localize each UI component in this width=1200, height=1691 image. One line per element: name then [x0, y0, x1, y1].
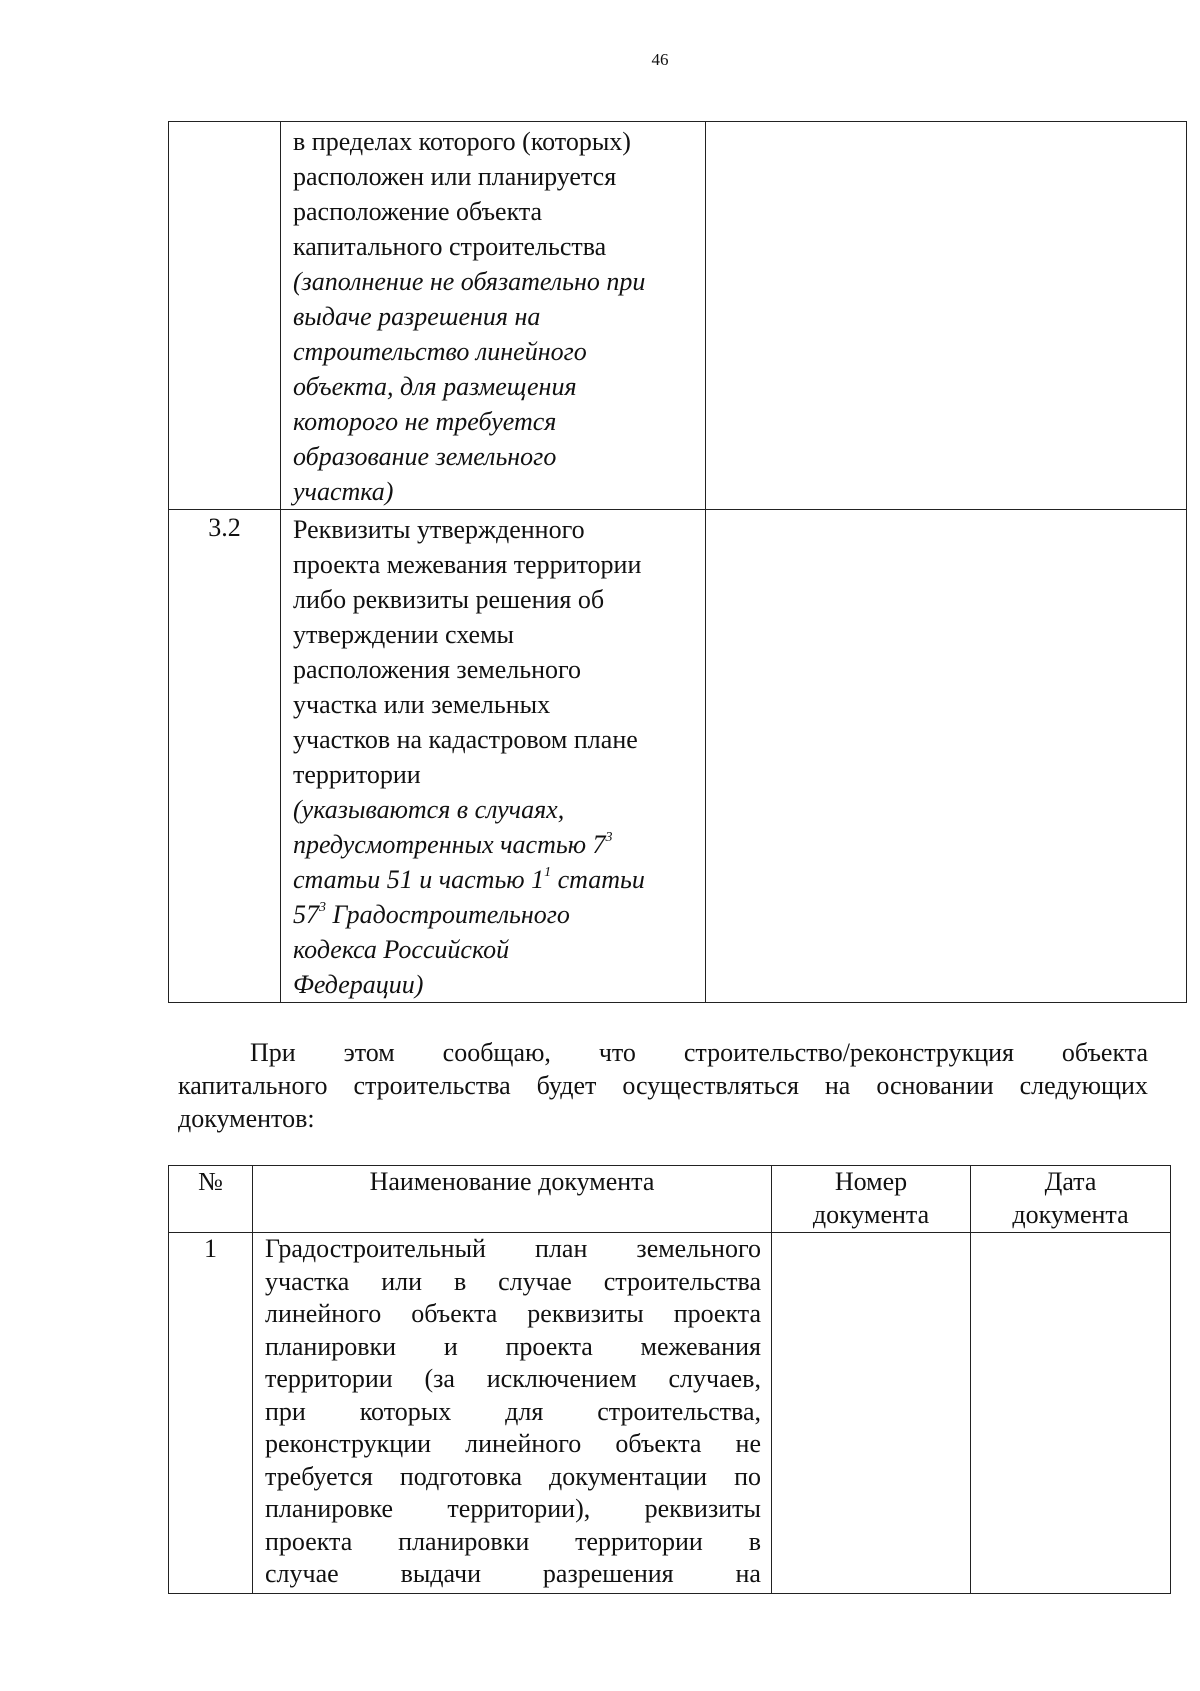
document-name-word: Градостроительный — [265, 1234, 486, 1263]
field-note-line: выдаче разрешения на — [293, 302, 541, 331]
page-number: 46 — [651, 50, 669, 69]
header-line: Дата — [1044, 1167, 1097, 1196]
paragraph-word: При — [250, 1038, 296, 1067]
field-label-line: расположения земельного — [293, 655, 581, 684]
document-name-word: проекта — [673, 1299, 761, 1328]
document-name-word: исключением — [486, 1364, 637, 1393]
header-document-name: Наименование документа — [253, 1166, 772, 1233]
field-note-line: Федерации) — [293, 970, 424, 999]
documents-table — [168, 1165, 1171, 1594]
header-number: № — [169, 1166, 253, 1233]
paragraph-word: основании — [876, 1071, 994, 1100]
document-name-word: реконструкции — [265, 1429, 432, 1458]
table-row — [169, 1233, 1171, 1594]
document-name-word: при — [265, 1396, 306, 1426]
field-label-line: территории — [293, 760, 421, 789]
document-name-word: в — [748, 1526, 761, 1556]
paragraph-line — [178, 1069, 1148, 1102]
paragraph-word: сообщаю, — [442, 1038, 551, 1067]
field-label-line: участков на кадастровом плане — [293, 725, 638, 754]
document-name-word: на — [735, 1559, 761, 1588]
document-name-word: случае — [265, 1559, 339, 1588]
document-name-word: объекта — [411, 1299, 498, 1328]
field-label-line: Реквизиты утвержденного — [293, 515, 585, 544]
paragraph-line: документов: — [178, 1104, 315, 1133]
field-label-line: расположение объекта — [293, 197, 543, 226]
document-name-line — [265, 1396, 761, 1429]
field-label-line: участка или земельных — [293, 690, 551, 719]
paragraph-word: этом — [343, 1038, 395, 1067]
paragraph-word: что — [598, 1038, 636, 1067]
paragraph-word: строительства — [353, 1071, 511, 1100]
document-name-word: случаев, — [668, 1364, 761, 1393]
field-label-line: либо реквизиты решения об — [293, 585, 605, 614]
header-line: документа — [1012, 1199, 1129, 1229]
paragraph-word: строительство/реконструкция — [683, 1038, 1014, 1067]
note-text: 57 — [293, 900, 319, 929]
document-name-word: для — [505, 1396, 544, 1426]
document-name-word: случае — [498, 1266, 572, 1296]
document-name-word: реквизиты — [527, 1299, 644, 1328]
paragraph-word: следующих — [1019, 1071, 1148, 1100]
document-name-word: территории — [265, 1364, 393, 1393]
field-note-line: образование земельного — [293, 442, 557, 471]
field-note-line: строительство линейного — [293, 337, 587, 366]
field-note-line — [293, 827, 697, 862]
document-name-word: межевания — [640, 1331, 761, 1361]
document-name-word: строительства — [603, 1266, 761, 1296]
field-value-cell[interactable] — [706, 510, 1187, 1003]
field-note-line: участка) — [293, 477, 394, 506]
document-name-cell — [253, 1233, 772, 1594]
field-label-line: утверждении схемы — [293, 620, 515, 649]
document-name-word: строительства, — [597, 1396, 761, 1426]
document-name-word: реквизиты — [644, 1494, 761, 1523]
document-name-line — [265, 1493, 761, 1526]
document-name-word: земельного — [636, 1234, 761, 1263]
document-name-word: не — [735, 1429, 761, 1458]
field-value-cell[interactable] — [706, 122, 1187, 510]
document-name-word: документации — [549, 1461, 708, 1491]
document-number-cell[interactable] — [772, 1233, 971, 1594]
document-name-word: территории — [575, 1526, 703, 1556]
document-name-word: планировки — [398, 1526, 530, 1556]
paragraph-word: осуществляться — [622, 1071, 799, 1100]
paragraph-line — [178, 1036, 1148, 1069]
document-name-word: участка — [265, 1266, 350, 1296]
document-name-word: которых — [359, 1396, 452, 1426]
document-name-word: территории), — [447, 1494, 591, 1523]
document-name-word: разрешения — [542, 1559, 674, 1588]
statement-paragraph — [178, 1036, 1148, 1135]
note-text: статьи — [551, 865, 645, 894]
document-name-line — [265, 1428, 761, 1461]
document-name-line — [265, 1363, 761, 1396]
note-text: предусмотренных частью 7 — [293, 830, 606, 859]
row-number-cell: 3.2 — [169, 510, 281, 1003]
document-name-line — [265, 1233, 761, 1266]
paragraph-word: на — [824, 1071, 851, 1100]
note-text: статьи 51 и частью 1 — [293, 865, 545, 894]
document-name-word: линейного — [265, 1299, 382, 1328]
document-name-line — [265, 1266, 761, 1299]
row-number-cell — [169, 122, 281, 510]
field-label-cell — [281, 122, 706, 510]
superscript: 1 — [544, 865, 552, 880]
paragraph-word: будет — [536, 1071, 597, 1100]
document-name-line — [265, 1331, 761, 1364]
field-label-line: проекта межевания территории — [293, 550, 642, 579]
field-note-line: объекта, для размещения — [293, 372, 577, 401]
field-label-line: расположен или планируется — [293, 162, 617, 191]
row-number-cell: 1 — [169, 1233, 253, 1594]
document-name-word: выдачи — [400, 1559, 482, 1588]
document-name-word: по — [734, 1461, 761, 1491]
document-name-word: (за — [424, 1364, 455, 1393]
paragraph-word: объекта — [1061, 1038, 1148, 1067]
document-name-word: объекта — [615, 1429, 702, 1458]
document-name-word: линейного — [465, 1429, 582, 1458]
document-name-word: подготовка — [399, 1461, 523, 1491]
table-row — [169, 122, 1187, 510]
document-name-line — [265, 1526, 761, 1559]
document-name-word: в — [453, 1266, 467, 1296]
header-document-number — [772, 1166, 971, 1233]
field-label-line: в пределах которого (которых) — [293, 127, 631, 156]
document-name-word: планировке — [265, 1494, 394, 1523]
document-name-line — [265, 1558, 761, 1591]
field-note-line: (указываются в случаях, — [293, 795, 565, 824]
field-label-cell — [281, 510, 706, 1003]
document-date-cell[interactable] — [971, 1233, 1171, 1594]
note-text: Градостроительного — [326, 900, 570, 929]
field-note-line: которого не требуется — [293, 407, 557, 436]
superscript: 3 — [605, 830, 613, 845]
document-name-word: план — [535, 1234, 588, 1263]
field-note-line — [293, 897, 697, 932]
superscript: 3 — [319, 900, 326, 915]
table-header-row — [169, 1166, 1171, 1233]
field-note-line — [293, 862, 697, 897]
document-name-word: и — [443, 1331, 458, 1361]
header-line: Номер — [834, 1167, 908, 1196]
field-note-line: кодекса Российской — [293, 935, 510, 964]
document-name-word: проекта — [265, 1526, 353, 1556]
document-name-line — [265, 1461, 761, 1494]
header-document-date — [971, 1166, 1171, 1233]
field-label-line: капитального строительства — [293, 232, 607, 261]
application-details-table — [168, 121, 1187, 1003]
document-name-word: планировки — [265, 1331, 397, 1361]
document-name-word: проекта — [505, 1331, 593, 1361]
document-name-word: или — [381, 1266, 423, 1296]
document-name-word: требуется — [265, 1461, 373, 1491]
document-name-line — [265, 1298, 761, 1331]
field-note-line: (заполнение не обязательно при — [293, 267, 646, 296]
paragraph-word: капитального — [178, 1071, 328, 1100]
table-row — [169, 510, 1187, 1003]
header-line: документа — [812, 1199, 930, 1229]
